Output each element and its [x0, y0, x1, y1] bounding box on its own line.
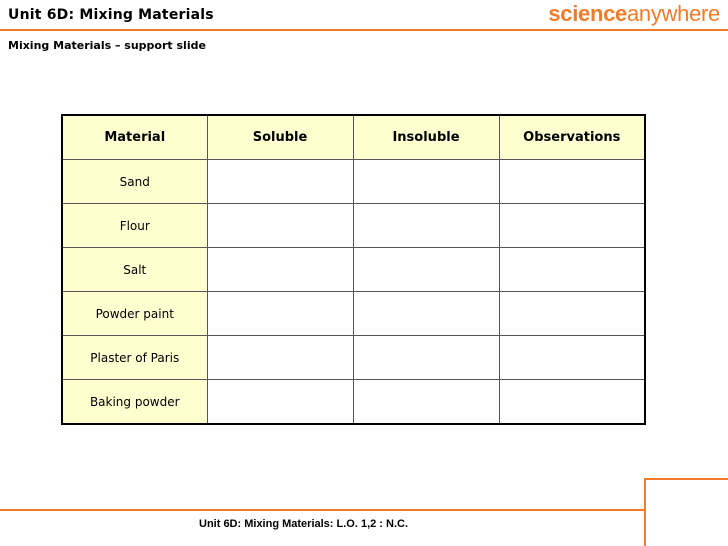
observations-cell[interactable] [499, 248, 645, 292]
footer-corner-line [645, 478, 728, 480]
header-observations: Observations [499, 115, 645, 160]
materials-table [61, 114, 646, 425]
observations-cell[interactable] [499, 160, 645, 204]
brand-logo [548, 1, 720, 27]
soluble-cell[interactable] [207, 380, 353, 425]
slide-subtitle: Mixing Materials – support slide [8, 39, 206, 52]
observations-cell[interactable] [499, 204, 645, 248]
table-row [62, 292, 645, 336]
insoluble-cell[interactable] [353, 292, 499, 336]
material-cell: Baking powder [62, 380, 207, 425]
material-cell: Plaster of Paris [62, 336, 207, 380]
brand-logo-part2: anywhere [627, 1, 720, 26]
slide-title: Unit 6D: Mixing Materials [8, 7, 214, 23]
observations-cell[interactable] [499, 292, 645, 336]
header-soluble: Soluble [207, 115, 353, 160]
table-row [62, 248, 645, 292]
observations-cell[interactable] [499, 380, 645, 425]
insoluble-cell[interactable] [353, 248, 499, 292]
material-cell: Sand [62, 160, 207, 204]
footer-corner-vertical [644, 478, 646, 546]
observations-cell[interactable] [499, 336, 645, 380]
table-header-row [62, 115, 645, 160]
table-row [62, 336, 645, 380]
soluble-cell[interactable] [207, 292, 353, 336]
header-insoluble: Insoluble [353, 115, 499, 160]
soluble-cell[interactable] [207, 204, 353, 248]
table-row [62, 380, 645, 425]
slide-footer: Unit 6D: Mixing Materials: L.O. 1,2 : N.C. [199, 518, 409, 530]
soluble-cell[interactable] [207, 248, 353, 292]
header-material: Material [62, 115, 207, 160]
header-divider [0, 29, 728, 31]
insoluble-cell[interactable] [353, 380, 499, 425]
insoluble-cell[interactable] [353, 204, 499, 248]
soluble-cell[interactable] [207, 160, 353, 204]
table-row [62, 204, 645, 248]
material-cell: Flour [62, 204, 207, 248]
material-cell: Salt [62, 248, 207, 292]
soluble-cell[interactable] [207, 336, 353, 380]
table-row [62, 160, 645, 204]
material-cell: Powder paint [62, 292, 207, 336]
insoluble-cell[interactable] [353, 160, 499, 204]
brand-logo-part1: science [548, 1, 627, 26]
insoluble-cell[interactable] [353, 336, 499, 380]
footer-divider [0, 509, 645, 511]
